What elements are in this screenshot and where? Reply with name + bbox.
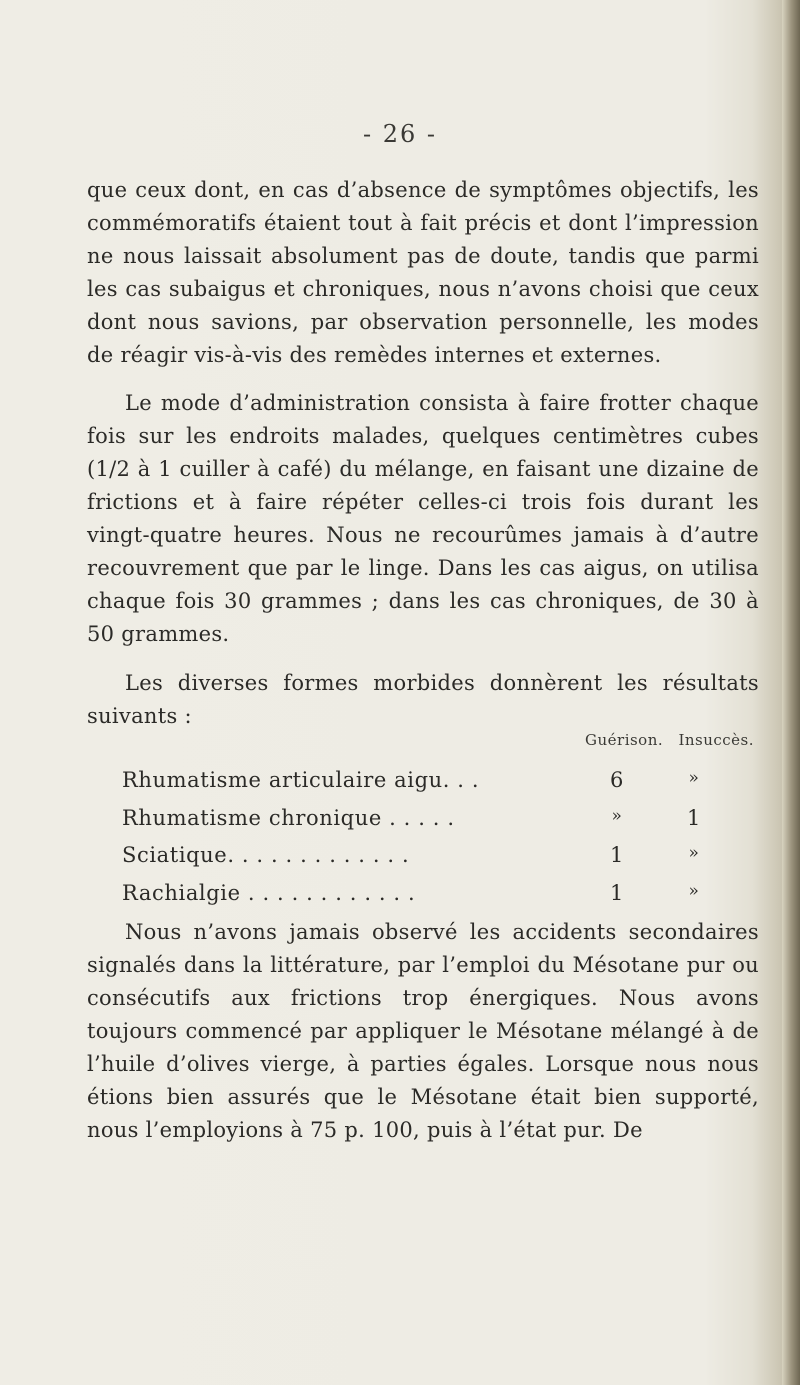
- row-guerison-value: 6: [610, 768, 624, 792]
- column-header-insucces: Insuccès.: [678, 731, 755, 749]
- row-label: Sciatique. . . . . . . . . . . . .: [122, 843, 410, 867]
- table-row: [122, 881, 742, 915]
- row-insucces-value: »: [688, 843, 700, 863]
- row-guerison-value: 1: [610, 843, 624, 867]
- paragraph-results-intro: [87, 667, 759, 733]
- row-guerison-value: »: [611, 806, 623, 826]
- page-binding-edge: [782, 0, 800, 1385]
- paragraph-text: Les diverses formes morbides donnèrent les résultats suivants :: [87, 671, 759, 728]
- row-insucces-value: »: [688, 881, 700, 901]
- table-row: [122, 768, 742, 802]
- column-header-guerison: Guérison.: [585, 731, 664, 749]
- row-label: Rhumatisme articulaire aigu. . .: [122, 768, 480, 792]
- page-number: - 26 -: [362, 120, 437, 148]
- table-row: [122, 806, 742, 840]
- results-table-header: [585, 731, 764, 749]
- paragraph-text: Le mode d’administration consista à faire frotter chaque fois sur les endroits malades, quelques centimètres cubes (1/2 à 1 cuiller à café) du mélange, en faisant une dizaine de frictions et à faire répéter celles-ci trois fois durant les vingt-quatre heures. Nous ne recourûmes jamais à d’autre recouvrement que par le linge. Dans les cas aigus, on utilisa chaque fois 30 grammes ; dans les cas chroniques, de 30 à 50 grammes.: [87, 391, 759, 646]
- row-insucces-value: »: [688, 768, 700, 788]
- paragraph-text: que ceux dont, en cas d’absence de symptômes objectifs, les commémoratifs étaient tout à fait précis et dont l’impression ne nous laissait absolument pas de doute, tandis que parmi les cas subaigus et chroniques, nous n’avons choisi que ceux dont nous savions, par observation personnelle, les modes de réagir vis-à-vis des remèdes internes et externes.: [87, 178, 759, 367]
- row-label: Rachialgie . . . . . . . . . . . .: [122, 881, 416, 905]
- paragraph-text: Nous n’avons jamais observé les accidents secondaires signalés dans la littérature, par l’emploi du Mésotane pur ou consécutifs aux frictions trop énergiques. Nous avons toujours commencé par appliquer le Mésotane mélangé à de l’huile d’olives vierge, à parties égales. Lorsque nous nous étions bien assurés que le Mésotane était bien supporté, nous l’employions à 75 p. 100, puis à l’état pur. De: [87, 920, 759, 1142]
- row-label: Rhumatisme chronique . . . . .: [122, 806, 455, 830]
- table-row: [122, 843, 742, 877]
- paragraph-administration: [87, 387, 759, 651]
- row-insucces-value: 1: [687, 806, 701, 830]
- row-guerison-value: 1: [610, 881, 624, 905]
- paragraph-observations: [87, 916, 759, 1147]
- paragraph-continuation: [87, 174, 759, 372]
